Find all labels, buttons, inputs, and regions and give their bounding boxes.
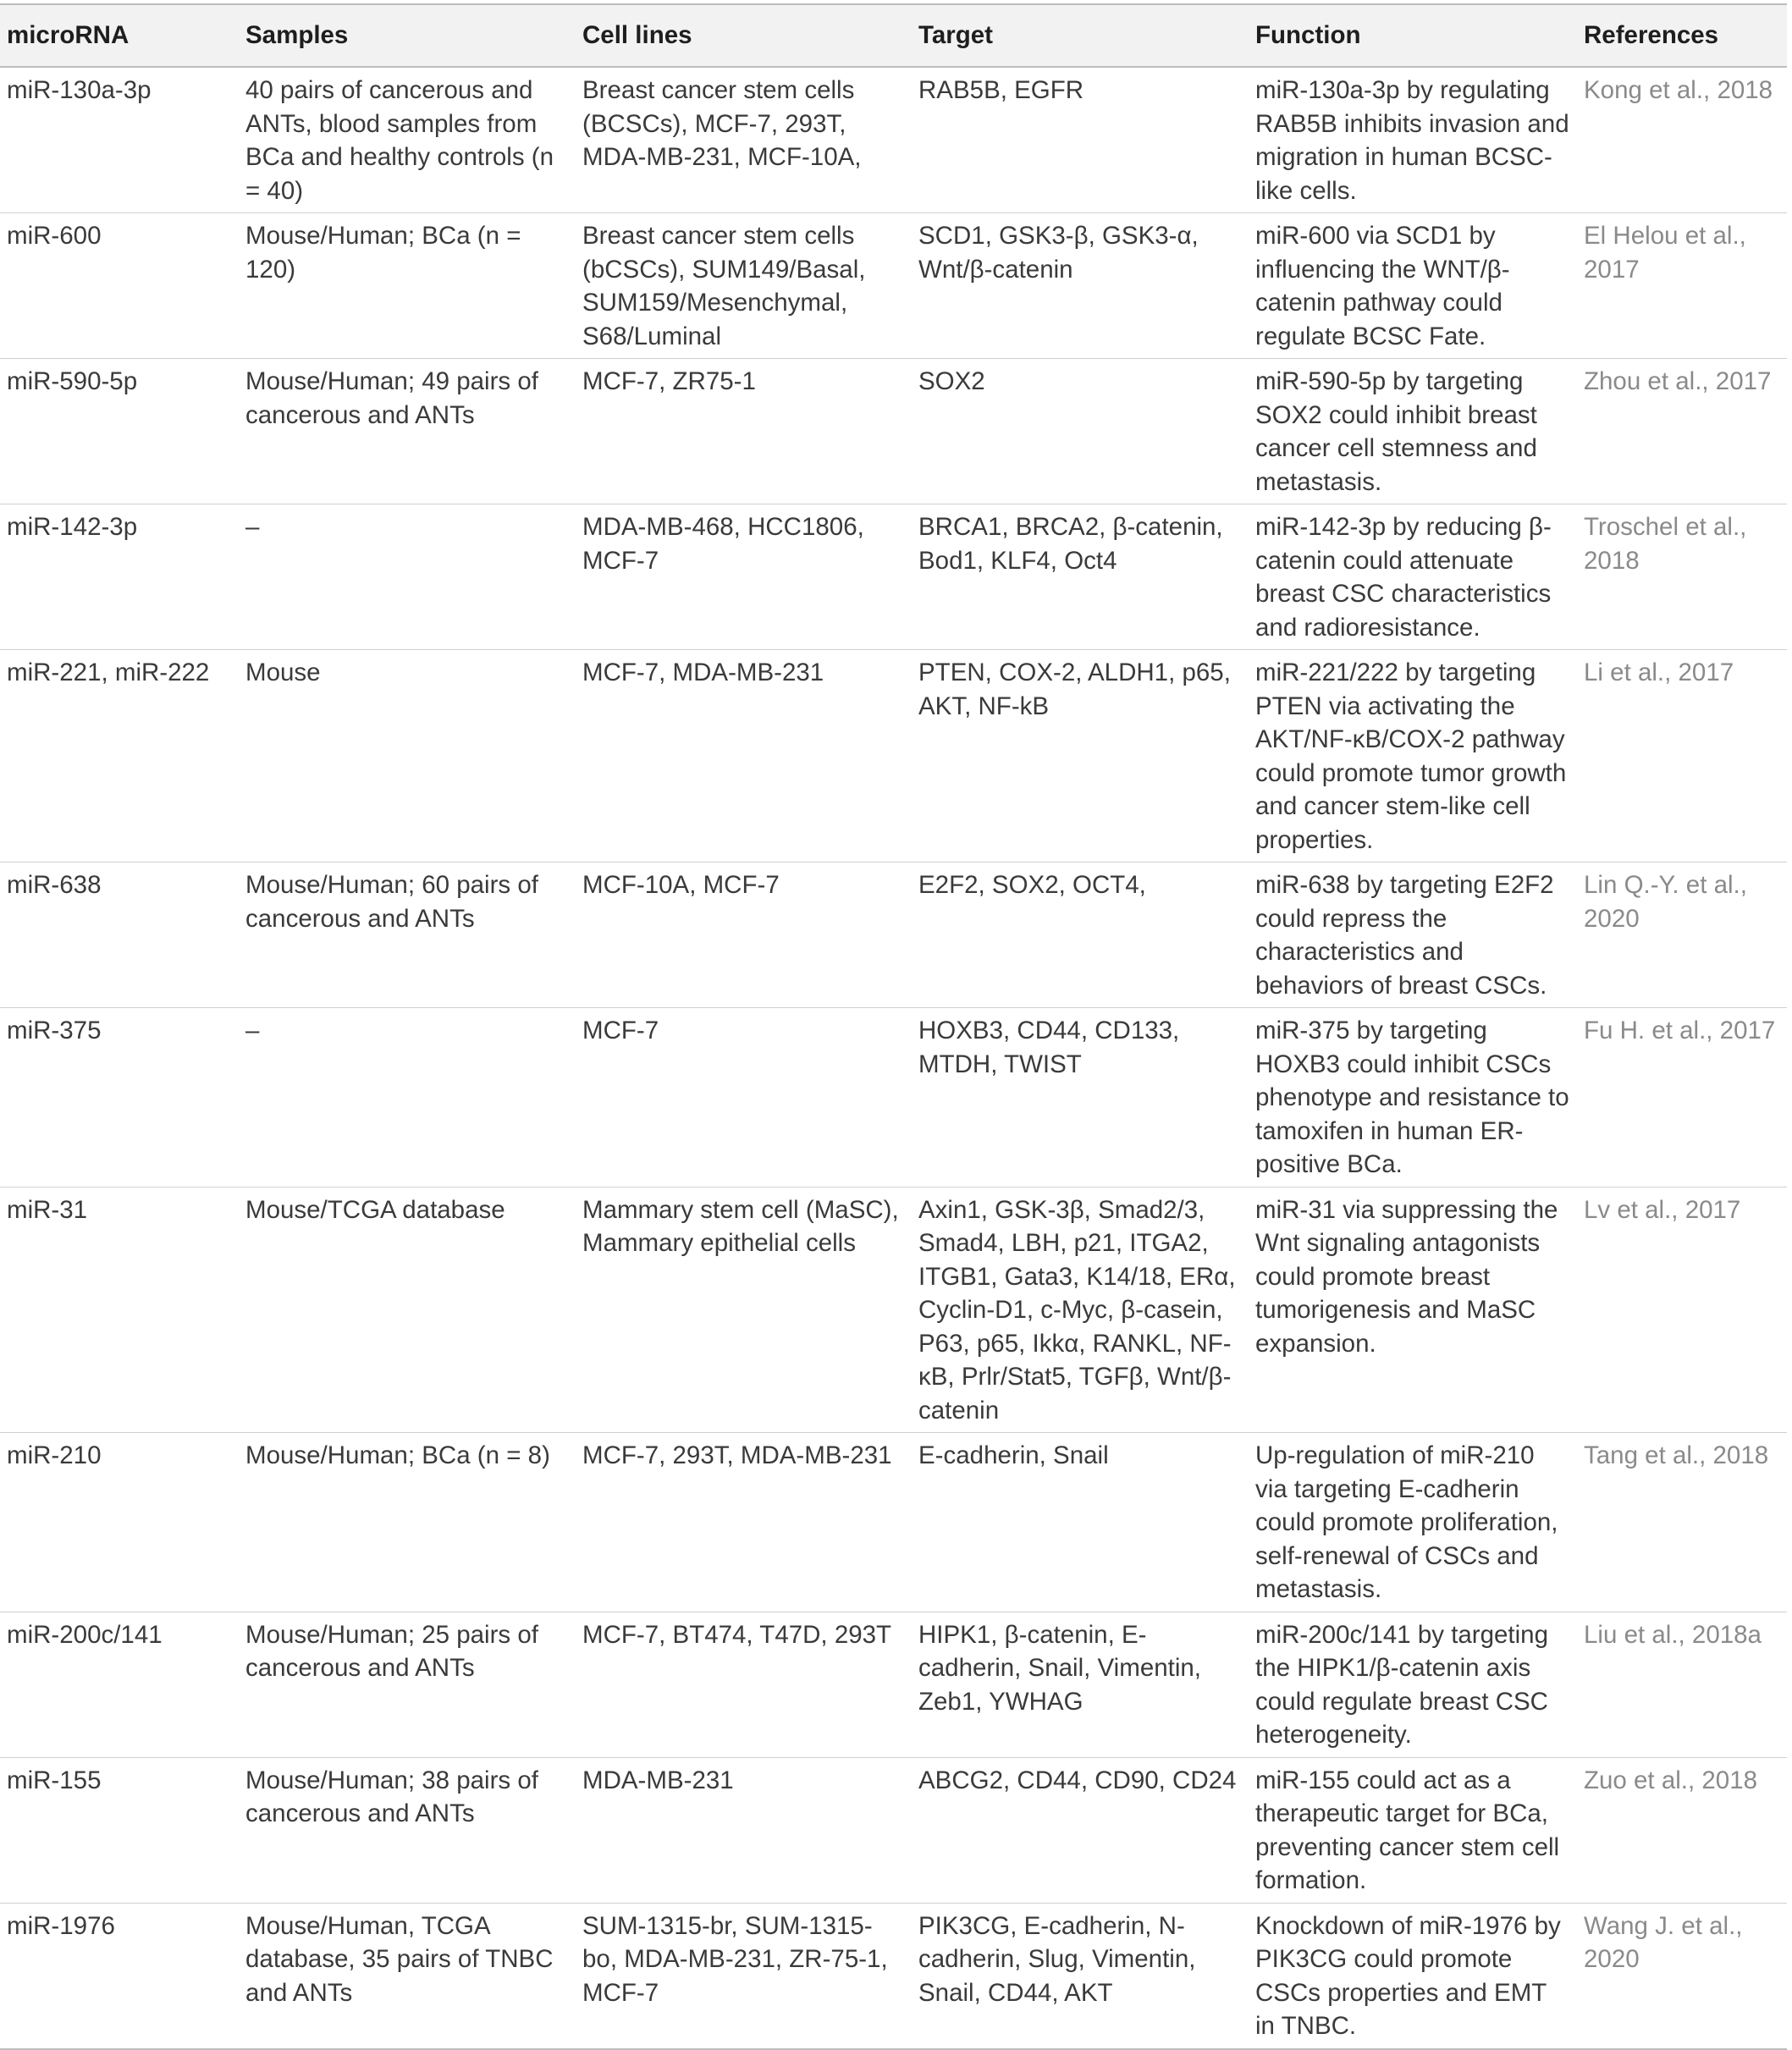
reference-link[interactable]: Zuo et al., 2018 [1577, 1757, 1787, 1903]
cell-function: miR-221/222 by targeting PTEN via activating the AKT/NF-κB/COX-2 pathway could promote tumor growth and cancer stem-like cell properties. [1249, 650, 1577, 862]
table-row [0, 213, 1787, 359]
cell-target: ABCG2, CD44, CD90, CD24 [912, 1757, 1249, 1903]
reference-link[interactable]: Zhou et al., 2017 [1577, 359, 1787, 504]
cell-samples: Mouse/Human; 38 pairs of cancerous and ANTs [239, 1757, 576, 1903]
cell-samples: 40 pairs of cancerous and ANTs, blood samples from BCa and healthy controls (n = 40) [239, 67, 576, 213]
cell-cell-lines: MCF-10A, MCF-7 [576, 862, 912, 1008]
cell-function: miR-375 by targeting HOXB3 could inhibit CSCs phenotype and resistance to tamoxifen in human ER-positive BCa. [1249, 1008, 1577, 1188]
cell-target: PTEN, COX-2, ALDH1, p65, AKT, NF-kB [912, 650, 1249, 862]
reference-link[interactable]: Troschel et al., 2018 [1577, 504, 1787, 650]
cell-cell-lines: MDA-MB-231 [576, 1757, 912, 1903]
cell-target: Axin1, GSK-3β, Smad2/3, Smad4, LBH, p21, ITGA2, ITGB1, Gata3, K14/18, ERα, Cyclin-D1, c-Myc, β-casein, P63, p65, Ikkα, RANKL, NF-κB, Prlr/Stat5, TGFβ, Wnt/β-catenin [912, 1187, 1249, 1433]
table-row [0, 359, 1787, 504]
reference-link[interactable]: Wang J. et al., 2020 [1577, 1903, 1787, 2049]
cell-cell-lines: MDA-MB-468, HCC1806, MCF-7 [576, 504, 912, 650]
cell-microrna: miR-130a-3p [0, 67, 239, 213]
cell-samples: Mouse [239, 650, 576, 862]
cell-samples: Mouse/Human; BCa (n = 8) [239, 1433, 576, 1612]
cell-function: miR-130a-3p by regulating RAB5B inhibits invasion and migration in human BCSC-like cells. [1249, 67, 1577, 213]
cell-cell-lines: Breast cancer stem cells (BCSCs), MCF-7, 293T, MDA-MB-231, MCF-10A, [576, 67, 912, 213]
reference-link[interactable]: Lin Q.-Y. et al., 2020 [1577, 862, 1787, 1008]
reference-link[interactable]: Kong et al., 2018 [1577, 67, 1787, 213]
cell-function: miR-600 via SCD1 by influencing the WNT/β-catenin pathway could regulate BCSC Fate. [1249, 213, 1577, 359]
reference-link[interactable]: Liu et al., 2018a [1577, 1612, 1787, 1757]
header-references: References [1577, 4, 1787, 67]
table-row [0, 862, 1787, 1008]
table-row [0, 1903, 1787, 2049]
table-row [0, 1757, 1787, 1903]
cell-target: HIPK1, β-catenin, E-cadherin, Snail, Vimentin, Zeb1, YWHAG [912, 1612, 1249, 1757]
reference-link[interactable]: Fu H. et al., 2017 [1577, 1008, 1787, 1188]
header-microrna: microRNA [0, 4, 239, 67]
cell-function: miR-142-3p by reducing β-catenin could attenuate breast CSC characteristics and radioresistance. [1249, 504, 1577, 650]
cell-samples: Mouse/TCGA database [239, 1187, 576, 1433]
cell-samples: – [239, 504, 576, 650]
cell-function: miR-638 by targeting E2F2 could repress the characteristics and behaviors of breast CSCs. [1249, 862, 1577, 1008]
cell-function: miR-155 could act as a therapeutic target for BCa, preventing cancer stem cell formation. [1249, 1757, 1577, 1903]
cell-cell-lines: Mammary stem cell (MaSC), Mammary epithelial cells [576, 1187, 912, 1433]
cell-samples: Mouse/Human; BCa (n = 120) [239, 213, 576, 359]
table-row [0, 1187, 1787, 1433]
table-row [0, 1433, 1787, 1612]
cell-target: PIK3CG, E-cadherin, N-cadherin, Slug, Vimentin, Snail, CD44, AKT [912, 1903, 1249, 2049]
cell-microrna: miR-590-5p [0, 359, 239, 504]
table-row [0, 504, 1787, 650]
cell-samples: Mouse/Human; 49 pairs of cancerous and ANTs [239, 359, 576, 504]
cell-cell-lines: MCF-7, MDA-MB-231 [576, 650, 912, 862]
cell-microrna: miR-221, miR-222 [0, 650, 239, 862]
table-row [0, 650, 1787, 862]
cell-function: Up-regulation of miR-210 via targeting E-cadherin could promote proliferation, self-renewal of CSCs and metastasis. [1249, 1433, 1577, 1612]
cell-target: BRCA1, BRCA2, β-catenin, Bod1, KLF4, Oct4 [912, 504, 1249, 650]
header-function: Function [1249, 4, 1577, 67]
cell-cell-lines: MCF-7, ZR75-1 [576, 359, 912, 504]
cell-function: miR-200c/141 by targeting the HIPK1/β-catenin axis could regulate breast CSC heterogeneity. [1249, 1612, 1577, 1757]
reference-link[interactable]: Tang et al., 2018 [1577, 1433, 1787, 1612]
cell-microrna: miR-1976 [0, 1903, 239, 2049]
cell-target: SOX2 [912, 359, 1249, 504]
cell-target: HOXB3, CD44, CD133, MTDH, TWIST [912, 1008, 1249, 1188]
cell-function: miR-590-5p by targeting SOX2 could inhibit breast cancer cell stemness and metastasis. [1249, 359, 1577, 504]
cell-microrna: miR-31 [0, 1187, 239, 1433]
table-row [0, 1008, 1787, 1188]
reference-link[interactable]: Li et al., 2017 [1577, 650, 1787, 862]
cell-samples: Mouse/Human; 25 pairs of cancerous and ANTs [239, 1612, 576, 1757]
table-row [0, 67, 1787, 213]
table-row [0, 1612, 1787, 1757]
cell-target: SCD1, GSK3-β, GSK3-α, Wnt/β-catenin [912, 213, 1249, 359]
reference-link[interactable]: El Helou et al., 2017 [1577, 213, 1787, 359]
header-target: Target [912, 4, 1249, 67]
cell-microrna: miR-638 [0, 862, 239, 1008]
cell-microrna: miR-200c/141 [0, 1612, 239, 1757]
cell-target: E-cadherin, Snail [912, 1433, 1249, 1612]
cell-cell-lines: MCF-7 [576, 1008, 912, 1188]
cell-target: RAB5B, EGFR [912, 67, 1249, 213]
cell-microrna: miR-142-3p [0, 504, 239, 650]
cell-microrna: miR-375 [0, 1008, 239, 1188]
cell-cell-lines: MCF-7, 293T, MDA-MB-231 [576, 1433, 912, 1612]
cell-microrna: miR-210 [0, 1433, 239, 1612]
table-header-row [0, 4, 1787, 67]
cell-samples: – [239, 1008, 576, 1188]
header-cell-lines: Cell lines [576, 4, 912, 67]
cell-cell-lines: Breast cancer stem cells (bCSCs), SUM149/Basal, SUM159/Mesenchymal, S68/Luminal [576, 213, 912, 359]
header-samples: Samples [239, 4, 576, 67]
cell-samples: Mouse/Human, TCGA database, 35 pairs of TNBC and ANTs [239, 1903, 576, 2049]
cell-function: Knockdown of miR-1976 by PIK3CG could promote CSCs properties and EMT in TNBC. [1249, 1903, 1577, 2049]
cell-cell-lines: SUM-1315-br, SUM-1315-bo, MDA-MB-231, ZR-75-1, MCF-7 [576, 1903, 912, 2049]
cell-cell-lines: MCF-7, BT474, T47D, 293T [576, 1612, 912, 1757]
cell-target: E2F2, SOX2, OCT4, [912, 862, 1249, 1008]
reference-link[interactable]: Lv et al., 2017 [1577, 1187, 1787, 1433]
cell-microrna: miR-155 [0, 1757, 239, 1903]
cell-microrna: miR-600 [0, 213, 239, 359]
microrna-table [0, 3, 1787, 2050]
cell-samples: Mouse/Human; 60 pairs of cancerous and ANTs [239, 862, 576, 1008]
cell-function: miR-31 via suppressing the Wnt signaling antagonists could promote breast tumorigenesis and MaSC expansion. [1249, 1187, 1577, 1433]
